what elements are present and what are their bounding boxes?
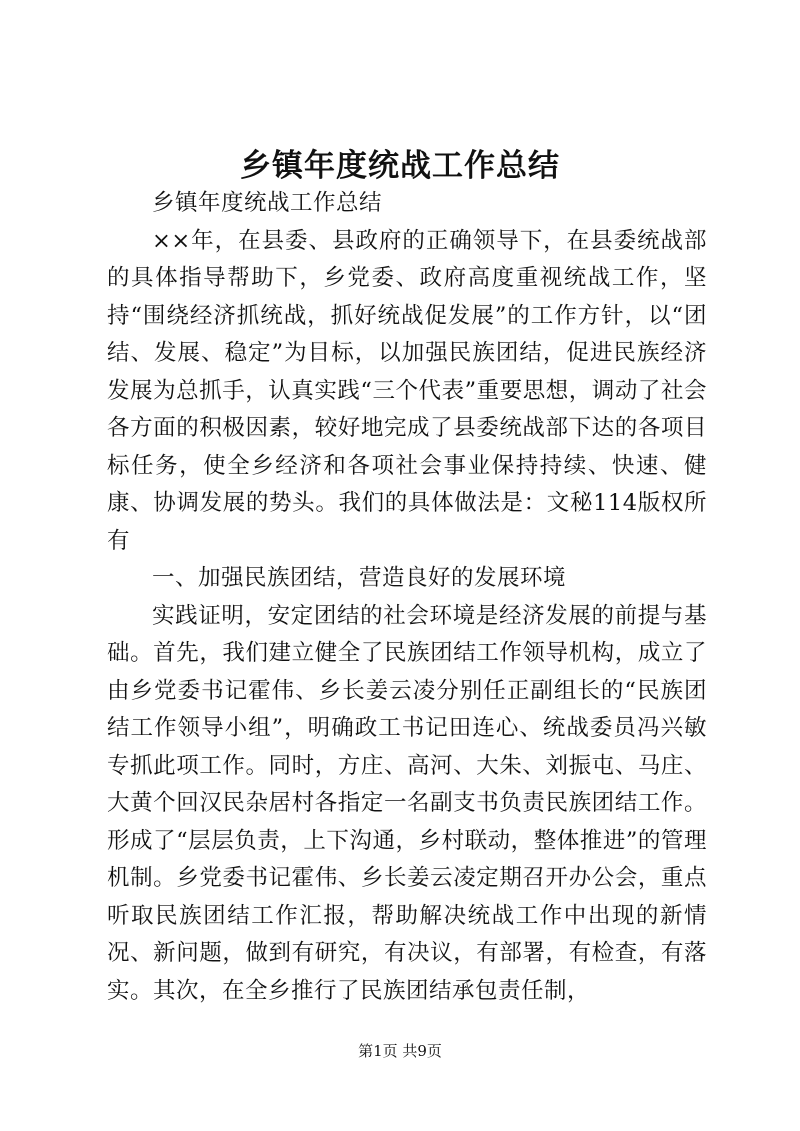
document-body: [107, 185, 707, 1010]
document-title: 乡镇年度统战工作总结: [240, 148, 560, 184]
paragraph-subtitle: 乡镇年度统战工作总结: [152, 190, 383, 216]
page-footer: 第1页 共9页: [358, 1042, 442, 1060]
paragraph-intro: ××年，在县委、县政府的正确领导下，在县委统战部的具体指导帮助下，乡党委、政府高度重视统战工作，坚持“围绕经济抓统战，抓好统战促发展”的工作方针，以“团结、发展、稳定”为目标，以加强民族团结，促进民族经济发展为总抓手，认真实践“三个代表”重要思想，调动了社会各方面的积极因素，较好地完成了县委统战部下达的各项目标任务，使全乡经济和各项社会事业保持持续、快速、健康、协调发展的势头。我们的具体做法是：文秘114版权所有: [107, 227, 707, 554]
section-heading-1: 一、加强民族团结，营造良好的发展环境: [152, 565, 567, 591]
paragraph-section-1: 实践证明，安定团结的社会环境是经济发展的前提与基础。首先，我们建立健全了民族团结工作领导机构，成立了由乡党委书记霍伟、乡长姜云凌分别任正副组长的“民族团结工作领导小组”，明确政工书记田连心、统战委员冯兴敏专抓此项工作。同时，方庄、高河、大朱、刘振屯、马庄、大黄个回汉民杂居村各指定一名副支书负责民族团结工作。形成了“层层负责，上下沟通，乡村联动，整体推进”的管理机制。乡党委书记霍伟、乡长姜云凌定期召开办公会，重点听取民族团结工作汇报，帮助解决统战工作中出现的新情况、新问题，做到有研究，有决议，有部署，有检查，有落实。其次，在全乡推行了民族团结承包责任制，: [107, 602, 707, 1004]
